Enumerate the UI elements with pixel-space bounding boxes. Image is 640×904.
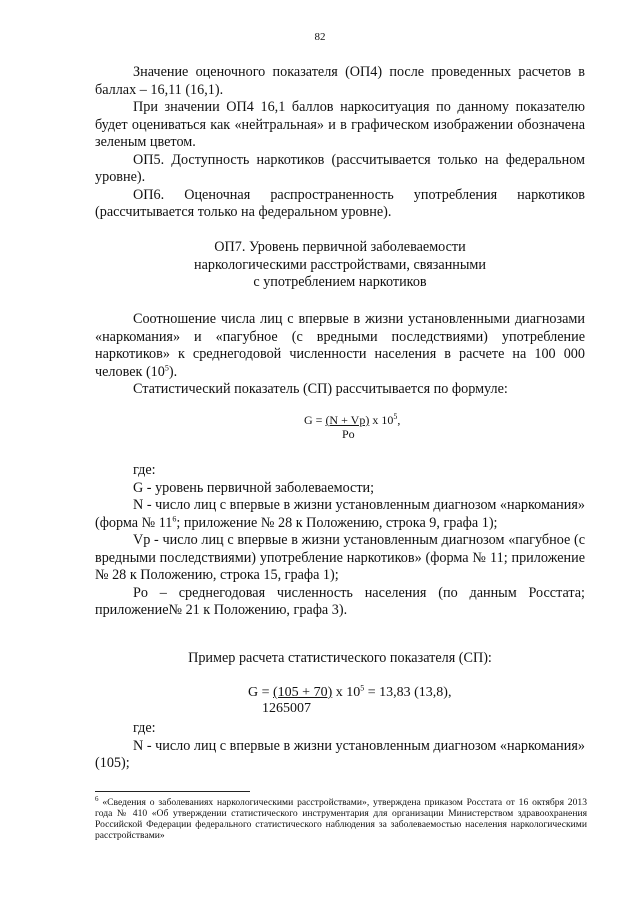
formula-lhs: G =	[304, 413, 326, 427]
formula-general-top	[304, 413, 400, 427]
definition-block	[95, 311, 585, 399]
formula-denominator: Po	[342, 427, 355, 441]
formula-intro-paragraph: Статистический показатель (СП) рассчитывается по формуле:	[133, 381, 508, 397]
example-times: x 10	[332, 685, 361, 700]
example-lhs: G =	[248, 685, 274, 700]
op6-paragraph: ОП6. Оценочная распространенность употребления наркотиков (рассчитывается только на федеральном уровне).	[95, 186, 585, 220]
ratio-definition-end: ).	[168, 363, 178, 380]
formula-example	[248, 685, 451, 717]
po-definition: Po – среднегодовая численность населения (по данным Росстата; приложение№ 21 к Положению, графа 3).	[95, 584, 585, 618]
formula-times: x 10	[369, 413, 394, 427]
footnote-text: «Сведения о заболеваниях наркологическими расстройствами», утверждена приказом Росстата от 16 октября 2013 года № 410 «Об утверждении статистического инструментария для организации Министерством здравоохранения Российской Федерации федерального статистического наблюдения за заболеваемостью населения наркологическими расстройствами»	[95, 797, 587, 841]
page-number: 82	[314, 31, 326, 43]
op5-paragraph: ОП5. Доступность наркотиков (рассчитывается только на федеральном уровне).	[95, 151, 585, 185]
n-definition-rest: ; приложение № 28 к Положению, строка 9, графа 1);	[176, 514, 498, 531]
formula-exponent: 5	[393, 412, 398, 421]
vp-definition: Vp - число лиц с впервые в жизни установленным диагнозом «пагубное (с вредными последствиями) употребление наркотиков» (форма № 11; приложение № 28 к Положению, строка 15, графа 1);	[95, 532, 585, 583]
footnote	[95, 794, 587, 841]
n-definition-text: N - число лиц с впервые в жизни установленным диагнозом «наркомания» (форма № 11	[95, 497, 585, 531]
example-numerator: (105 + 70)	[273, 685, 333, 700]
formula-example-top	[248, 685, 451, 701]
op4-assessment-paragraph: При значении ОП4 16,1 баллов наркоситуация по данному показателю будет оцениваться как «нейтральная» и в графическом изображении обозначена зеленым цветом.	[95, 99, 585, 150]
power-superscript: 5	[164, 362, 169, 372]
ratio-definition-text: Соотношение числа лиц с впервые в жизни установленными диагнозами «наркомания» и «пагубное (с вредными последствиями) употребление наркотиков» к среднегодовой численности населения в расчете на 100 000 человек (10	[95, 311, 585, 380]
op4-value-paragraph: Значение оценочного показателя (ОП4) после проведенных расчетов в баллах – 16,11 (16,1).	[95, 64, 585, 98]
example-n-definition: N - число лиц с впервые в жизни установленным диагнозом «наркомания» (105);	[95, 737, 585, 771]
example-exponent: 5	[360, 683, 365, 693]
ratio-definition-paragraph	[95, 311, 585, 381]
formula-end: ,	[397, 413, 401, 427]
example-variables-block	[95, 720, 585, 773]
example-title: Пример расчета статистического показателя (СП):	[188, 650, 492, 666]
g-definition: G - уровень первичной заболеваемости;	[133, 479, 375, 496]
example-where-label: где:	[133, 720, 156, 736]
heading-line-1: ОП7. Уровень первичной заболеваемости	[214, 239, 466, 255]
formula-general	[304, 413, 400, 441]
heading-line-2: наркологическими расстройствами, связанными	[194, 256, 486, 273]
example-result: = 13,83 (13,8),	[364, 685, 452, 700]
footnote-ref: 6	[172, 513, 177, 523]
footnote-mark: 6	[95, 794, 99, 803]
section-heading	[95, 239, 585, 292]
intro-block	[95, 64, 585, 222]
footnote-separator	[95, 791, 250, 792]
where-label: где:	[133, 462, 156, 478]
n-definition	[95, 497, 585, 532]
variables-block	[95, 462, 585, 620]
formula-numerator: (N + Vp)	[325, 413, 370, 427]
heading-line-3: с употреблением наркотиков	[253, 274, 427, 290]
example-denominator: 1265007	[262, 701, 311, 716]
